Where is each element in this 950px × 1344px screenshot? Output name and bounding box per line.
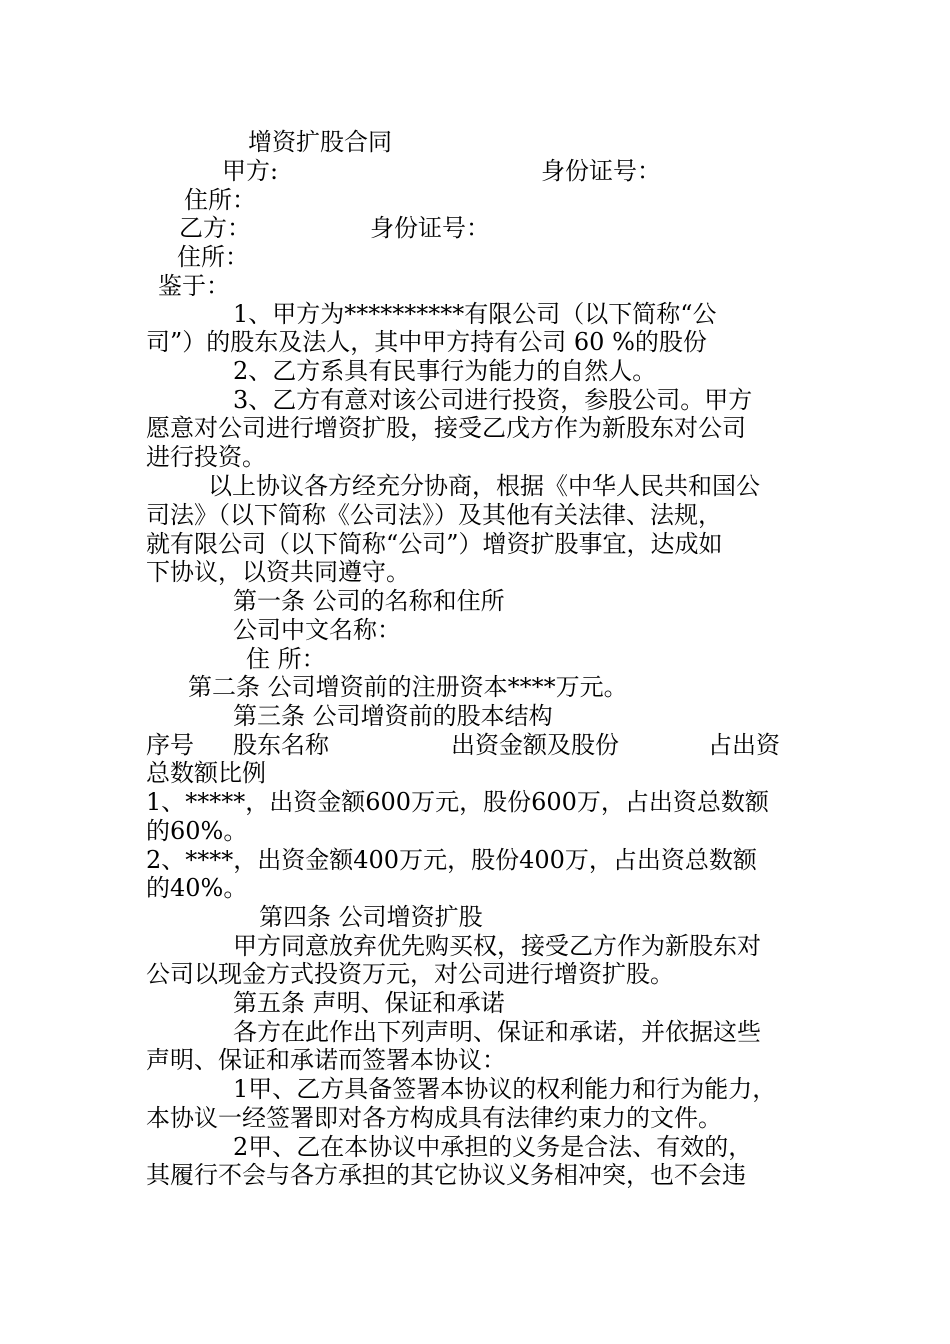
recital-1-line: 1、甲方为**********有限公司（以下简称“公 bbox=[233, 300, 717, 328]
party-b-id-label: 身份证号： bbox=[370, 214, 490, 242]
preamble-line: 以上协议各方经充分协商，根据《中华人民共和国公 bbox=[208, 472, 760, 500]
recital-1-line: 司”）的股东及法人，其中甲方持有公司 60 %的股份 bbox=[146, 328, 707, 356]
article-4-body-line: 甲方同意放弃优先购买权，接受乙方作为新股东对 bbox=[233, 932, 761, 960]
article-1-name-label: 公司中文名称： bbox=[233, 616, 401, 644]
table-header-cell: 股东名称 bbox=[233, 731, 329, 759]
party-a-id-label: 身份证号： bbox=[541, 157, 661, 185]
shareholder-row: 的40%。 bbox=[146, 874, 248, 902]
article-4-heading: 第四条 公司增资扩股 bbox=[259, 903, 483, 931]
preamble-line: 就有限公司（以下简称“公司”）增资扩股事宜，达成如 bbox=[146, 530, 723, 558]
recital-3-line: 3、乙方有意对该公司进行投资，参股公司。甲方 bbox=[233, 386, 753, 414]
table-header-wrap: 总数额比例 bbox=[146, 759, 266, 787]
article-3-heading: 第三条 公司增资前的股本结构 bbox=[233, 702, 553, 730]
party-a-label: 甲方: bbox=[222, 157, 279, 185]
article-5-heading: 第五条 声明、保证和承诺 bbox=[233, 989, 505, 1017]
whereas-label: 鉴于： bbox=[158, 272, 230, 300]
shareholder-row: 1、*****，出资金额600万元，股份600万，占出资总数额 bbox=[146, 788, 769, 816]
article-1-address-label: 住 所： bbox=[246, 645, 326, 673]
party-b-address-label: 住所： bbox=[177, 243, 249, 271]
article-5-intro-line: 声明、保证和承诺而签署本协议： bbox=[146, 1046, 506, 1074]
table-header-cell: 序号 bbox=[146, 731, 194, 759]
article-5-item-2-line: 其履行不会与各方承担的其它协议义务相冲突，也不会违 bbox=[146, 1161, 746, 1189]
table-header-cell: 出资金额及股份 bbox=[451, 731, 619, 759]
preamble-line: 下协议，以资共同遵守。 bbox=[146, 558, 410, 586]
article-5-item-2-line: 2甲、乙在本协议中承担的义务是合法、有效的， bbox=[233, 1133, 753, 1161]
shareholder-row: 的60%。 bbox=[146, 817, 248, 845]
article-5-item-1-line: 本协议一经签署即对各方构成具有法律约束力的文件。 bbox=[146, 1104, 722, 1132]
article-4-body-line: 公司以现金方式投资万元，对公司进行增资扩股。 bbox=[146, 960, 674, 988]
recital-3-line: 进行投资。 bbox=[146, 443, 266, 471]
table-header-cell: 占出资 bbox=[708, 731, 780, 759]
article-1-heading: 第一条 公司的名称和住所 bbox=[233, 587, 505, 615]
article-2: 第二条 公司增资前的注册资本****万元。 bbox=[188, 673, 628, 701]
document-title: 增资扩股合同 bbox=[248, 128, 392, 156]
article-5-intro-line: 各方在此作出下列声明、保证和承诺，并依据这些 bbox=[233, 1018, 761, 1046]
shareholder-row: 2、****，出资金额400万元，股份400万，占出资总数额 bbox=[146, 846, 757, 874]
recital-2: 2、乙方系具有民事行为能力的自然人。 bbox=[233, 357, 657, 385]
preamble-line: 司法》（以下简称《公司法》）及其他有关法律、法规， bbox=[146, 501, 722, 529]
party-b-label: 乙方： bbox=[179, 214, 251, 242]
party-a-address-label: 住所： bbox=[184, 186, 256, 214]
recital-3-line: 愿意对公司进行增资扩股，接受乙戊方作为新股东对公司 bbox=[146, 414, 746, 442]
article-5-item-1-line: 1甲、乙方具备签署本协议的权利能力和行为能力， bbox=[233, 1075, 777, 1103]
